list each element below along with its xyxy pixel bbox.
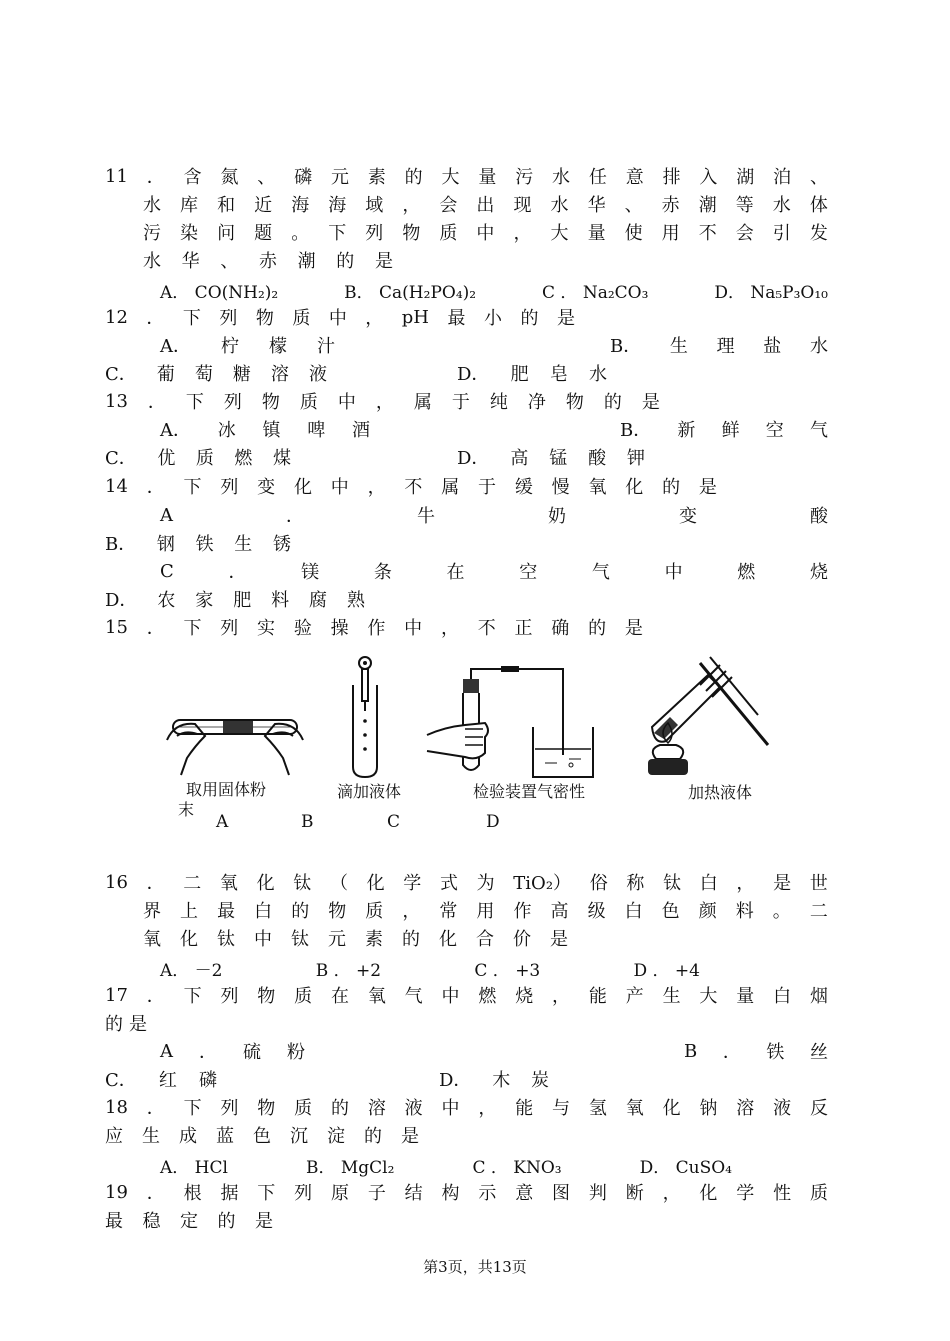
q17-option-c: C． 红 磷 xyxy=(105,1070,217,1091)
q14-option-d: D． 农 家 肥 料 腐 熟 xyxy=(105,590,365,611)
q11-option-c: C ． Na₂CO₃ xyxy=(542,283,649,303)
q11-option-d: D． Na₅P₃O₁₀ xyxy=(714,283,828,303)
q14-stem: 14 ． 下 列 变 化 中 ， 不 属 于 缓 慢 氧 化 的 是 xyxy=(105,475,717,498)
q14-option-a: A ． 牛 奶 变 酸 xyxy=(160,504,828,527)
q11-option-b: B． Ca(H₂PO₄)₂ xyxy=(344,283,477,303)
q16-option-c: C ． +3 xyxy=(474,961,541,981)
q13-stem: 13 ． 下 列 物 质 中 ， 属 于 纯 净 物 的 是 xyxy=(105,390,660,413)
figure-letter-b: B xyxy=(301,812,314,832)
q11-line-1: 11 ． 含 氮 、 磷 元 素 的 大 量 污 水 任 意 排 入 湖 泊 、 xyxy=(105,165,828,188)
q11-line-3: 污 染 问 题 。 下 列 物 质 中 ， 大 量 使 用 不 会 引 发 xyxy=(143,223,828,244)
q11-option-a: A． CO(NH₂)₂ xyxy=(160,283,279,303)
q16-option-d: D ． +4 xyxy=(633,961,700,981)
figure-d-label: 加热液体 xyxy=(688,783,753,802)
figure-c-label: 检验装置气密性 xyxy=(473,782,586,801)
q13-option-a: A． 冰 镇 啤 酒 xyxy=(160,420,370,441)
q15-stem: 15 ． 下 列 实 验 操 作 中 ， 不 正 确 的 是 xyxy=(105,616,643,639)
q17-line-1: 17 ． 下 列 物 质 在 氧 气 中 燃 烧 ， 能 产 生 大 量 白 烟 xyxy=(105,984,828,1007)
q12-option-c: C． 葡 萄 糖 溶 液 xyxy=(105,364,327,385)
q17-option-a: A ． 硫 粉 xyxy=(160,1040,305,1063)
q12-option-a: A． 柠 檬 汁 xyxy=(160,336,335,357)
figure-a-solid-powder xyxy=(165,700,305,785)
q16-line-1: 16 ． 二 氧 化 钛 （ 化 学 式 为 TiO₂） 俗 称 钛 白 ， 是 世 xyxy=(105,871,828,894)
q18-line-2: 应 生 成 蓝 色 沉 淀 的 是 xyxy=(105,1126,419,1147)
q18-line-1: 18 ． 下 列 物 质 的 溶 液 中 ， 能 与 氢 氧 化 钠 溶 液 反 xyxy=(105,1096,828,1119)
figure-a-label-cont: 末 xyxy=(178,800,195,819)
q17-line-2: 的 是 xyxy=(105,1014,147,1035)
q18-option-d: D． CuSO₄ xyxy=(639,1158,732,1178)
q18-option-c: C ． KNO₃ xyxy=(472,1158,562,1178)
figure-letter-d: D xyxy=(486,812,500,832)
q13-option-d: D． 高 锰 酸 钾 xyxy=(457,448,645,469)
q17-option-b: B ． 铁 丝 xyxy=(684,1040,828,1063)
q12-option-d: D． 肥 皂 水 xyxy=(457,364,607,385)
q11-options xyxy=(160,278,828,303)
q14-option-c: C ． 镁 条 在 空 气 中 燃 烧 xyxy=(160,560,828,583)
figure-a-label: 取用固体粉 xyxy=(186,780,267,799)
q17-option-d: D． 木 炭 xyxy=(439,1070,549,1091)
q16-line-2: 界 上 最 白 的 物 质 ， 常 用 作 高 级 白 色 颜 料 。 二 xyxy=(143,901,828,922)
figure-b-dropping-liquid xyxy=(345,655,385,780)
q19-line-1: 19 ． 根 据 下 列 原 子 结 构 示 意 图 判 断 ， 化 学 性 质 xyxy=(105,1181,828,1204)
q11-line-4: 水 华 、 赤 潮 的 是 xyxy=(143,251,393,272)
q11-line-2: 水 库 和 近 海 海 域 ， 会 出 现 水 华 、 赤 潮 等 水 体 xyxy=(143,195,828,216)
q16-line-3: 氧 化 钛 中 钛 元 素 的 化 合 价 是 xyxy=(143,929,568,950)
q12-stem: 12 ． 下 列 物 质 中 ， pH 最 小 的 是 xyxy=(105,306,575,329)
figure-letter-c: C xyxy=(387,812,401,832)
q16-option-b: B ． +2 xyxy=(315,961,382,981)
figure-b-label: 滴加液体 xyxy=(337,782,402,801)
q13-option-b: B． 新 鲜 空 气 xyxy=(620,420,828,441)
q18-option-b: B． MgCl₂ xyxy=(305,1158,395,1178)
q16-options xyxy=(160,956,700,981)
figure-letter-a: A xyxy=(216,812,229,832)
q13-option-c: C． 优 质 燃 煤 xyxy=(105,448,291,469)
figure-d-heating-liquid xyxy=(640,655,775,780)
q12-option-b: B． 生 理 盐 水 xyxy=(610,336,828,357)
q19-line-2: 最 稳 定 的 是 xyxy=(105,1211,273,1232)
q14-option-b: B． 钢 铁 生 锈 xyxy=(105,534,291,555)
q18-options xyxy=(160,1153,732,1178)
figure-c-airtightness-check xyxy=(425,665,595,780)
q16-option-a: A． －2 xyxy=(160,961,223,981)
q18-option-a: A． HCl xyxy=(160,1158,228,1178)
page-footer: 第3页，共13页 xyxy=(423,1258,527,1276)
